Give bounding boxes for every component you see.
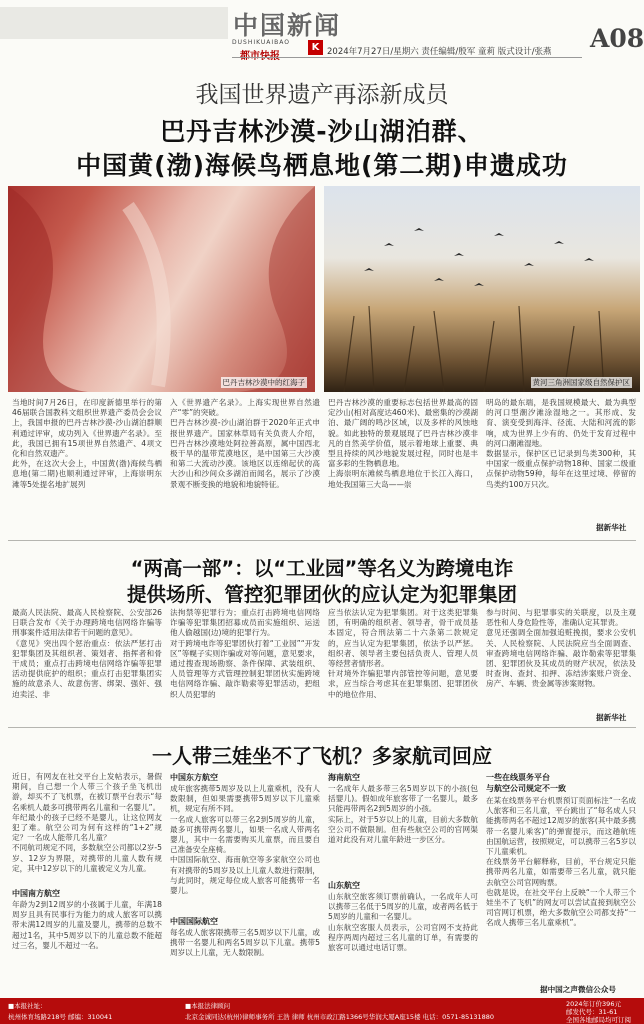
masthead-rule <box>232 57 582 58</box>
story3-subhead-platforms: 一些在线票务平台 <box>486 773 550 782</box>
story1-kicker: 我国世界遗产再添新成员 <box>195 82 449 108</box>
story3-subhead-platforms-2: 与航空公司规定不一致 <box>486 784 566 793</box>
story3-subhead-ceair: 中国东方航空 <box>170 773 218 782</box>
masthead-bar <box>0 7 228 39</box>
brand-name-en: DUSHIKUAIBAO <box>232 39 290 46</box>
story3-column-2: 成年旅客携带5周岁及以上儿童乘机，没有人数限制，但如果需要携带5周岁以下儿童乘机，规定有所不同。 一名成人旅客可以带三名2到5周岁的儿童，最多可携带两名婴儿，如果一名成人带两名婴儿，其中一名需要购买儿童票，而且要自己准备安全座椅。 中国国际航空、海南航空等多家航空公司也有对携带的5周岁及以上儿童人数进行限制，与此同时，规定每位成人旅客可能携带一名婴儿。 <box>170 784 320 896</box>
story2-headline-line2: 提供场所、管控犯罪团伙的应认定为犯罪集团 <box>126 583 517 606</box>
story2-column-4: 参与时间、与犯罪事实的关联度，以及主观恶性和人身危险性等，准确认定其罪责。 意见还强调全面加强追赃挽损，要求公安机关、人民检察院、人民法院应当全面调查、审查跨境电信网络诈骗、敲诈勒索等犯罪集团、犯罪团伙及其成员的财产状况，依法及时查询、查封、扣押、冻结涉案账户资金、房产、车辆、贵金属等涉案财物。 <box>486 608 636 689</box>
story3-column-1: 近日，有网友在社交平台上发帖表示，暑假期间，自己想一个人带三个孩子坐飞机出游，却买不了飞机票，在被订票平台表示“每名乘机人最多可携带两名儿童和一名婴儿”。 年纪最小的孩子已经不是婴儿，让这位网友犯了难。航空公司为何有这样的“1+2”规定？一名成人能带几名儿童？ 不同航司规定不同，多数航空公司都以2岁-5岁、12岁为界限，对携带的儿童人数有规定，其中12岁以下的儿童被定义为儿童。 <box>12 772 162 873</box>
issue-meta: 2024年7月27日/星期六 责任编辑/殷军 童莉 版式设计/张燕 <box>327 47 552 57</box>
story3-subhead-hainan: 海南航空 <box>328 773 360 782</box>
photo-right-caption: 黄河三角洲国家级自然保护区 <box>532 378 630 387</box>
footer-address: 杭州体育场路218号 邮编：310041 <box>8 1013 113 1021</box>
story3-subhead-shandong: 山东航空 <box>328 881 360 890</box>
desert-lake-texture <box>8 186 315 392</box>
story3-column-3b: 山东航空旅客须订票前确认，一名成年人可以携带三名低于5周岁的儿童，或者两名低于5周岁的儿童和一名婴儿。 山东航空客服人员表示，公司官网不支持此程序两周内超过三名儿童的订单，有需要的旅客可以通过电话订票。 <box>328 892 478 953</box>
page-number: A08 <box>590 24 644 53</box>
footer-legal-label: ■本报法律顾问 <box>185 1002 231 1010</box>
story1-headline-line2: 中国黄(渤)海候鸟栖息地(第二期)申遗成功 <box>76 151 568 180</box>
footer-legal: 北京金诚同达(杭州)律师事务所 王浩 律师 杭州市政江路1366号华润大厦A座15楼 电话：0571-85131880 <box>185 1013 495 1021</box>
photo-left-caption: 巴丹吉林沙漠中的红海子 <box>222 378 305 387</box>
story3-column-2b: 每名成人旅客限携带三名5周岁以下儿童，或携带一名婴儿和两名5周岁以下儿童。携带5周岁以上儿童，无人数限制。 <box>170 928 320 958</box>
section-divider-2 <box>8 727 636 728</box>
wetland-birds-texture <box>324 186 640 392</box>
story2-column-1: 最高人民法院、最高人民检察院、公安部26日联合发布《关于办理跨境电信网络诈骗等刑事案件适用法律若干问题的意见》。 《意见》突出四个惩治重点：依法严惩打击犯罪集团及其组织者、策划者、指挥者和骨干成员；重点打击跨境电信网络诈骗等犯罪活动提供庇护的组织；重点打击犯罪集团实施的故意杀人、故意伤害、绑架、强奸、强迫卖淫、非 <box>12 608 162 699</box>
story3-subhead-csair: 中国南方航空 <box>12 889 60 898</box>
wetland-birds-photo <box>324 186 640 392</box>
story3-headline: 一人带三娃坐不了飞机？多家航司回应 <box>152 744 492 768</box>
footer-bar <box>0 998 644 1024</box>
brand-logo-icon: K <box>308 40 323 55</box>
footer-price: 2024年订价396元 <box>566 1000 621 1008</box>
story1-column-1: 当地时间7月26日，在印度新德里举行的第46届联合国教科文组织世界遗产委员会会议上，我国申报的巴丹吉林沙漠-沙山湖泊群顺利通过评审，成功列入《世界遗产名录》。至此，我国已拥有15项世界自然遗产、4项文化和自然双遗产。 此外，在这次大会上，中国黄(渤)海候鸟栖息地(第二期)也顺利通过评审，上海崇明东滩等5处提名地扩展列 <box>12 398 162 489</box>
footer-address-label: ■本报社址： <box>8 1002 47 1010</box>
story3-byline: 据中国之声微信公众号 <box>540 985 616 994</box>
story3-column-4: 在某在线票务平台机票预订页面标注“一名成人旅客和三名儿童，平台跳出了“每名成人只能携带两名不超过12周岁的旅客(其中最多携带一名婴儿乘客)”的弹窗提示，而这趟航班由国航运营，按照规定，可以携带三名5岁以下儿童乘机。 在线票务平台解释称，目前，平台规定只能携带两名儿童，如需要带三名儿童，就只能去航空公司官网购票。 也就是说，在社交平台上反映“一个人带三个娃坐不了飞机”的网友可以尝试直接到航空公司官网订机票，绝大多数航空公司都支持“一名成人携带三名儿童乘机”。 <box>486 796 636 928</box>
story1-column-2: 入《世界遗产名录》。上海实现世界自然遗产“零”的突破。 巴丹吉林沙漠-沙山湖泊群于2020年正式申报世界遗产。国家林草局有关负责人介绍，巴丹吉林沙漠地处阿拉善高原，属中国西北极干旱的温带荒漠地区，是中国第三大沙漠和第二大流动沙漠。该地区以连绵起伏的高大沙山和沙间众多湖泊而闻名，展示了沙漠景观不断变换的地貌和地貌特征。 <box>170 398 320 489</box>
story3-column-1b: 年龄为2到12周岁的小孩属于儿童，年满18周岁且具有民事行为能力的成人旅客可以携带未满12周岁的儿童及婴儿，携带的总数不超过1名，其中5周岁以下的儿童总数不能超过三名，婴儿不超过一名。 <box>12 900 162 950</box>
story2-byline: 据新华社 <box>596 713 627 722</box>
section-divider-1 <box>8 540 636 541</box>
story1-byline: 据新华社 <box>596 523 627 532</box>
story2-headline-line1: “两高一部”：以“工业园”等名义为跨境电诈 <box>130 557 514 580</box>
story1-headline-line1: 巴丹吉林沙漠-沙山湖泊群、 <box>160 117 484 146</box>
section-title: 中国新闻 <box>233 11 342 40</box>
story2-column-3: 应当依法认定为犯罪集团。对于这类犯罪集团，有明确的组织者、领导者，骨干成员基本固定，符合刑法第二十六条第二款规定的，应当认定为犯罪集团，依法予以严惩。组织者、领导者主要包括负责人、管理人员等经营者情形者。 针对境外诈骗犯罪内部管控等问题，意见要求，应当综合考虑其在犯罪集团、犯罪团伙中的地位作用、 <box>328 608 478 699</box>
story1-column-4: 明岛的最东端，是我国规模最大、最为典型的河口型潮汐滩涂湿地之一。其形成、发育、演变受到海洋、径流、大陆和河流的影响，成为世界上少有的、仍处于发育过程中的河口潮滩湿地。 数据显示，保护区已记录到鸟类300种，其中国家一级重点保护动物18种、国家二级重点保护动物59种，每年在这里过境、停留的鸟类约100万只次。 <box>486 398 636 489</box>
masthead <box>0 0 644 62</box>
story2-column-2: 法拘禁等犯罪行为；重点打击跨境电信网络诈骗等犯罪集团招募成员而实施组织、运送他人偷越国(边)境的犯罪行为。 对于跨境电诈等犯罪团伙打着“工业园”“开发区”等幌子实则诈骗或对等问题，意见要求，通过搜查现场勘察、条件保障、武装组织、人员管理等方式管理控制犯罪团伙实施跨境电信网络诈骗、敲诈勒索等犯罪活动，把组织人员犯罪的 <box>170 608 320 699</box>
story3-column-3: 一名成年人最多带三名5周岁以下的小孩(包括婴儿)。假如成年旅客带了一名婴儿，最多只能再带两名2到5周岁的小孩。 实际上，对于5岁以上的儿童，目前大多数航空公司不做限制。但有些航空公司的官网渠道对此没有对儿童年龄进一步区分。 <box>328 784 478 845</box>
footer-postal-code: 邮发代号：31-61 <box>566 1008 618 1016</box>
story3-subhead-airchina: 中国国际航空 <box>170 917 218 926</box>
brand-name-cn <box>240 47 280 62</box>
desert-lake-photo <box>8 186 315 392</box>
footer-subscribe: 全国各地邮局均可订阅 <box>566 1016 631 1024</box>
story1-column-3: 巴丹吉林沙漠的重要标志包括世界最高的固定沙山(相对高度达460米)、最密集的沙漠湖泊、最广阔的鸣沙区域，以及多样的风蚀地貌。如此独特的景观展现了巴丹吉林沙漠非凡的自然美学价值，展示着地球上重要、典型且持续的风沙地貌发展过程，同时也是丰富多彩的生物栖息地。 上海崇明东滩候鸟栖息地位于长江入海口，地处我国第三大岛——崇 <box>328 398 478 489</box>
